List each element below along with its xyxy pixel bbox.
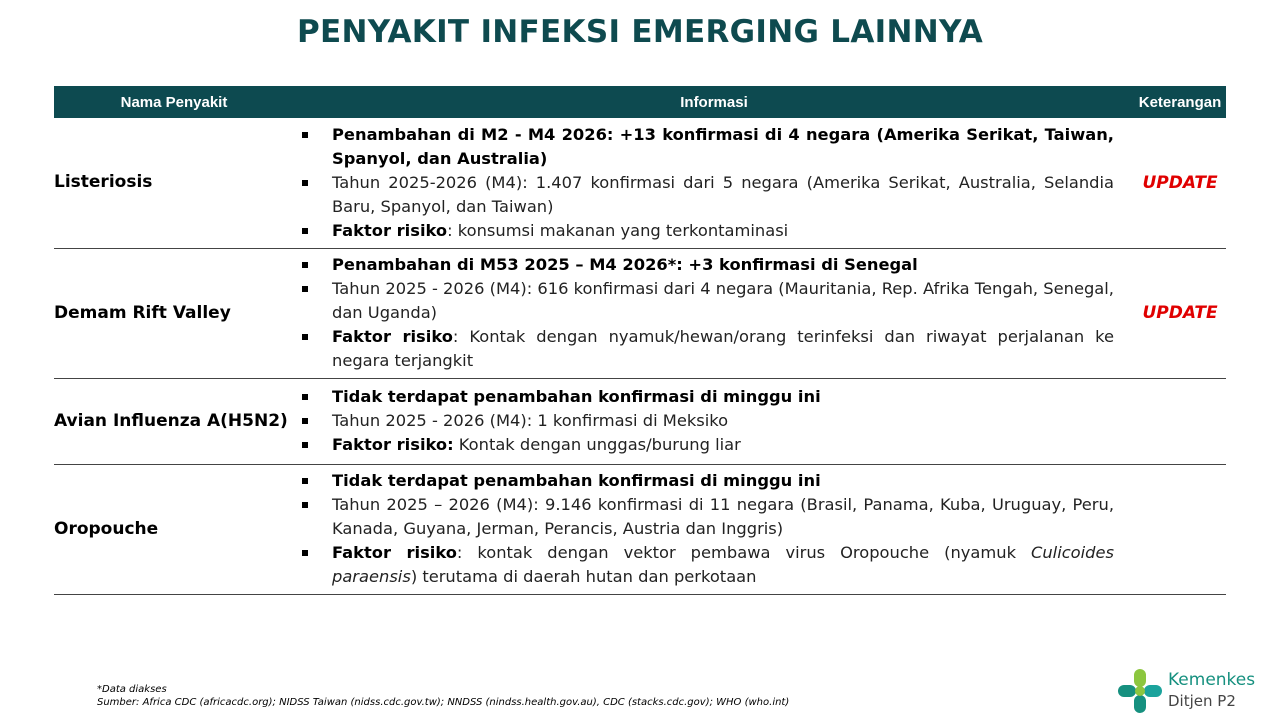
info-bullet	[294, 433, 1134, 457]
info-bullet	[294, 123, 1134, 171]
logo-name: Kemenkes	[1168, 670, 1256, 690]
disease-name: Oropouche	[54, 464, 294, 594]
bullet-bold-text: Faktor risiko	[332, 220, 448, 240]
table-row	[54, 464, 1226, 594]
page-title: PENYAKIT INFEKSI EMERGING LAINNYA	[296, 14, 984, 50]
bullet-text: Tahun 2025-2026 (M4): 1.407 konfirmasi dari 5 negara (Amerika Serikat, Australia, Selandia Baru, Spanyol, dan Taiwan)	[332, 172, 1114, 216]
info-bullet	[294, 493, 1134, 541]
kemenkes-logo-icon	[1116, 667, 1164, 715]
disease-info	[294, 118, 1134, 248]
bullet-bold-text: Faktor risiko:	[332, 435, 454, 454]
footnote-sources: Sumber: Africa CDC (africacdc.org); NIDSS Taiwan (nidss.cdc.gov.tw); NNDSS (nindss.health.gov.au), CDC (stacks.cdc.gov); WHO (who.int)	[97, 697, 790, 708]
bullet-square-icon	[302, 262, 308, 268]
info-bullet-list	[294, 385, 1134, 457]
bullet-bold-text: Faktor risiko	[332, 327, 453, 346]
bullet-text: Tahun 2025 – 2026 (M4): 9.146 konfirmasi di 11 negara (Brasil, Panama, Kuba, Uruguay, Peru, Kanada, Guyana, Jerman, Perancis, Austria dan Inggris)	[332, 495, 1114, 538]
footnote	[97, 683, 789, 709]
bullet-square-icon	[302, 228, 308, 234]
bullet-square-icon	[302, 418, 308, 424]
table-row	[54, 378, 1226, 464]
info-bullet	[294, 219, 1134, 243]
bullet-bold-text: Penambahan di M53 2025 – M4 2026*: +3 konfirmasi di Senegal	[332, 255, 918, 274]
bullet-square-icon	[302, 180, 308, 186]
header-informasi: Informasi	[294, 86, 1134, 118]
header-nama-penyakit: Nama Penyakit	[54, 86, 294, 118]
info-bullet-list	[294, 469, 1134, 589]
keterangan-status: UPDATE	[1134, 118, 1226, 248]
bullet-text: Tahun 2025 - 2026 (M4): 1 konfirmasi di Meksiko	[332, 411, 729, 430]
table-row	[54, 248, 1226, 378]
bullet-bold-text: Faktor risiko	[332, 543, 457, 562]
info-bullet	[294, 253, 1134, 277]
bullet-square-icon	[302, 394, 308, 400]
bullet-bold-text: Tidak terdapat penambahan konfirmasi di minggu ini	[332, 387, 821, 406]
bullet-bold-text: Penambahan di M2 - M4 2026: +13 konfirmasi di 4 negara (Amerika Serikat, Taiwan, Spanyol, dan Australia)	[332, 124, 1114, 168]
disease-info	[294, 464, 1134, 594]
bullet-square-icon	[302, 442, 308, 448]
bullet-square-icon	[302, 502, 308, 508]
footnote-data-accessed: *Data diakses	[97, 684, 167, 695]
disease-table	[54, 86, 1226, 595]
bullet-square-icon	[302, 132, 308, 138]
header-keterangan: Keterangan	[1134, 86, 1226, 118]
bullet-text: Kontak dengan unggas/burung liar	[453, 435, 741, 454]
disease-info	[294, 378, 1134, 464]
keterangan-status	[1134, 464, 1226, 594]
info-bullet	[294, 409, 1134, 433]
info-bullet	[294, 469, 1134, 493]
disease-name: Listeriosis	[54, 118, 294, 248]
info-bullet	[294, 277, 1134, 325]
info-bullet	[294, 385, 1134, 409]
bullet-bold-text: Tidak terdapat penambahan konfirmasi di minggu ini	[332, 471, 821, 490]
bullet-text: : Kontak dengan nyamuk/hewan/orang terinfeksi dan riwayat perjalanan ke negara terjangkit	[332, 327, 1115, 370]
disease-name: Demam Rift Valley	[54, 248, 294, 378]
info-bullet-list	[294, 253, 1134, 373]
table-body	[54, 118, 1226, 594]
info-bullet	[294, 541, 1134, 589]
table-row	[54, 118, 1226, 248]
disease-name: Avian Influenza A(H5N2)	[54, 378, 294, 464]
bullet-text-continued: ) terutama di daerah hutan dan perkotaan	[410, 567, 757, 586]
bullet-square-icon	[302, 286, 308, 292]
logo-subtitle: Ditjen P2	[1168, 692, 1236, 710]
keterangan-status: UPDATE	[1134, 248, 1226, 378]
info-bullet	[294, 171, 1134, 219]
bullet-square-icon	[302, 478, 308, 484]
bullet-italic-text: Culicoides paraensis	[332, 543, 1114, 586]
bullet-text: Tahun 2025 - 2026 (M4): 616 konfirmasi dari 4 negara (Mauritania, Rep. Afrika Tengah, Senegal, dan Uganda)	[332, 279, 1114, 322]
info-bullet	[294, 325, 1134, 373]
bullet-square-icon	[302, 550, 308, 556]
keterangan-status	[1134, 378, 1226, 464]
bullet-text: : konsumsi makanan yang terkontaminasi	[447, 220, 789, 240]
disease-info	[294, 248, 1134, 378]
bullet-square-icon	[302, 334, 308, 340]
info-bullet-list	[294, 123, 1134, 243]
bullet-text: : kontak dengan vektor pembawa virus Oropouche (nyamuk	[456, 543, 1031, 562]
kemenkes-logo	[1116, 667, 1266, 715]
table-header-row	[54, 86, 1226, 118]
